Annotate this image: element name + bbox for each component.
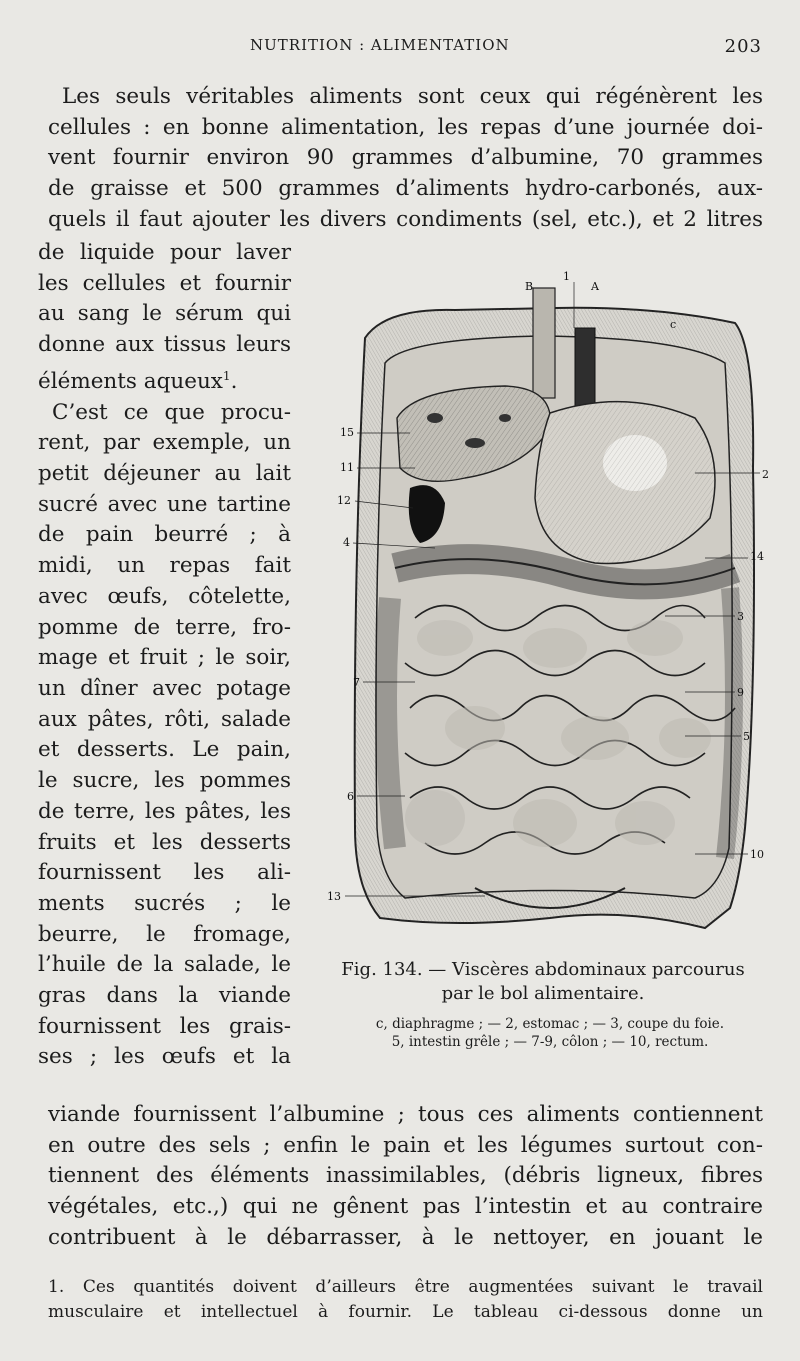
label-c: c: [670, 318, 677, 331]
label-7: 7: [353, 676, 360, 689]
text-line: gras dans la viande: [38, 983, 291, 1009]
label-4: 4: [343, 536, 350, 549]
text-line: avec œufs, côtelette,: [38, 583, 291, 609]
label-11: 11: [340, 461, 354, 474]
text-line: aux pâtes, rôti, salade: [38, 706, 291, 732]
text-line: Les seuls véritables aliments sont ceux qui régénèrent les: [62, 84, 763, 109]
caption-line: par le bol alimentaire.: [441, 983, 645, 1004]
text-line: au sang le sérum qui: [38, 301, 291, 327]
anatomy-figure: [325, 268, 775, 948]
text-line: fruits et les desserts: [38, 829, 291, 855]
text-line: ses ; les œufs et la: [38, 1044, 291, 1070]
label-13: 13: [327, 890, 341, 903]
text-line: de terre, les pâtes, les: [38, 798, 291, 824]
footnote: [48, 1275, 763, 1325]
text-line: les cellules et fournir: [38, 270, 291, 296]
text-line: ments sucrés ; le: [38, 890, 291, 916]
text-narrow-column: [38, 238, 291, 1073]
footnote-marker: 1: [222, 368, 231, 383]
text-line: rent, par exemple, un: [38, 430, 291, 456]
text-line: un dîner avec potage: [38, 676, 291, 701]
text-line: fournissent les ali-: [38, 860, 291, 886]
text-line: de graisse et 500 grammes d’aliments hydro-carbonés, aux-: [48, 176, 763, 202]
text-line: vent fournir environ 90 grammes d’albumine, 70 grammes: [48, 145, 763, 171]
text-line: sucré avec une tartine: [38, 491, 291, 517]
text-line: pomme de terre, fro-: [38, 614, 291, 640]
label-14: 14: [750, 550, 764, 563]
text-line: mage et fruit ; le soir,: [38, 645, 291, 671]
text-line: le sucre, les pommes: [38, 768, 291, 794]
text-line: cellules : en bonne alimentation, les repas d’une journée doi-: [48, 114, 763, 140]
text-line: de pain beurré ; à: [38, 522, 291, 548]
page-header: [250, 36, 770, 58]
text-line: l’huile de la salade, le: [38, 952, 291, 978]
figure-caption: [318, 958, 768, 1006]
label-5: 5: [743, 730, 750, 743]
label-15: 15: [340, 426, 354, 439]
label-9: 9: [737, 686, 744, 699]
footnote-line: 1. Ces quantités doivent d’ailleurs être augmentées suivant le travail: [48, 1277, 763, 1297]
label-A: A: [591, 280, 599, 293]
legend-line: 5, intestin grêle ; — 7-9, côlon ; — 10, rectum.: [391, 1034, 709, 1050]
text-line: et desserts. Le pain,: [38, 737, 291, 763]
abdominal-viscera-illustration: [325, 268, 775, 948]
label-1: 1: [563, 270, 570, 283]
legend-line: c, diaphragme ; — 2, estomac ; — 3, coupe du foie.: [375, 1016, 725, 1032]
page-number: 203: [724, 36, 762, 57]
label-2: 2: [762, 468, 769, 481]
label-3: 3: [737, 610, 744, 623]
text-line: contribuent à le débarrasser, à le nettoyer, en jouant le: [48, 1224, 763, 1250]
running-title: NUTRITION : ALIMENTATION: [250, 36, 510, 54]
text-line: C’est ce que procu-: [52, 399, 291, 425]
text-line: petit déjeuner au lait: [38, 461, 291, 487]
figure-legend: [330, 1015, 770, 1051]
text-line: éléments aqueux$^1$.: [38, 368, 238, 394]
text-line: quels il faut ajouter les divers condiments (sel, etc.), et 2 litres: [48, 206, 763, 232]
label-6: 6: [347, 790, 354, 803]
text-line: de liquide pour laver: [38, 240, 291, 265]
text-line: fournissent les grais-: [38, 1013, 291, 1039]
text-top-block: [48, 82, 763, 236]
text-bottom-block: [48, 1100, 763, 1254]
text-line: végétales, etc.,) qui ne gênent pas l’intestin et au contraire: [48, 1194, 763, 1220]
text-line: en outre des sels ; enfin le pain et les légumes surtout con-: [48, 1132, 763, 1158]
label-10: 10: [750, 848, 764, 861]
footnote-line: musculaire et intellectuel à fournir. Le tableau ci-dessous donne un: [48, 1302, 763, 1322]
label-12: 12: [337, 494, 351, 507]
text-line: beurre, le fromage,: [38, 921, 291, 947]
text-line: midi, un repas fait: [38, 553, 291, 579]
caption-line: Fig. 134. — Viscères abdominaux parcourus: [341, 959, 745, 980]
text-line: donne aux tissus leurs: [38, 332, 291, 358]
text-line: tiennent des éléments inassimilables, (débris ligneux, fibres: [48, 1163, 763, 1189]
label-B: B: [525, 280, 534, 293]
text-line: viande fournissent l’albumine ; tous ces aliments contiennent: [48, 1102, 763, 1127]
